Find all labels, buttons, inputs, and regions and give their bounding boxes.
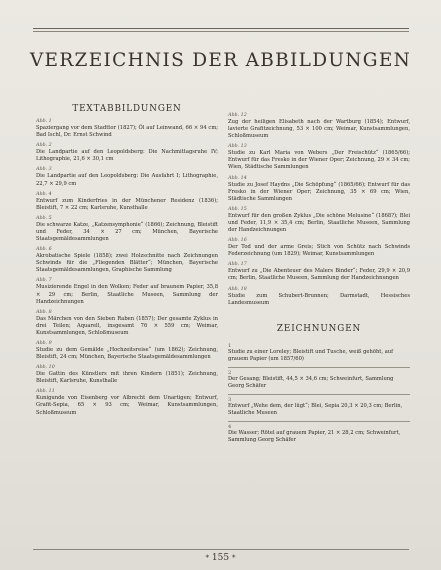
figure-entry [36, 119, 218, 139]
page-number-value: 155 [211, 553, 230, 563]
figure-caption: Entwurf für den großen Zyklus „Die schöne Melusine“ (1868?); Blei und Feder, 11,9 × 35,4 cm; Berlin, Staatliche Museen, Sammlung der Handzeichnungen [228, 212, 410, 234]
drawing-caption: Die Wasser; Rötel auf grauem Papier, 21 × 28,2 cm; Schweinfurt, Sammlung Georg Schäfer [228, 430, 401, 444]
figure-label: Abb. 4 [36, 191, 52, 197]
figure-label: Abb. 13 [228, 144, 247, 150]
figure-entry [228, 287, 410, 307]
figure-entry [36, 167, 218, 187]
drawing-entry [228, 421, 410, 444]
figure-caption: Die Landpartie auf den Leopoldsberg: Die Ausfahrt I; Lithographie, 22,7 × 29,9 cm [36, 173, 218, 187]
figure-label: Abb. 8 [36, 309, 52, 315]
figure-label: Abb. 10 [36, 365, 55, 371]
text-illustration-list-left [36, 119, 218, 417]
figure-entry [36, 278, 218, 305]
figure-entry [36, 365, 218, 385]
footer-ornament-left: * [205, 554, 210, 562]
figure-entry [36, 247, 218, 274]
figure-caption: Entwurf zu „Die Abenteuer des Malers Binder“; Feder, 29,9 × 20,9 cm; Berlin, Staatliche Museen, Sammlung der Handzeichnungen [228, 268, 410, 282]
figure-caption: Die Gattin des Künstlers mit ihren Kindern (1851); Zeichnung, Bleistift, Karlsruhe, Kunsthalle [36, 371, 218, 385]
figure-label: Abb. 9 [36, 340, 52, 346]
drawing-caption: Entwurf „Wehe dem, der lügt“; Blei, Sepia 20,3 × 20,3 cm; Berlin, Staatliche Museen [228, 403, 403, 417]
bottom-rule [33, 549, 409, 550]
drawing-number: 2 [228, 369, 232, 376]
figure-entry [228, 207, 410, 234]
figure-entry [36, 310, 218, 337]
figure-caption: Kunigunde von Eisenberg vor Albrecht dem Unartigen; Entwurf, Grafit-Sepia, 65 × 93 cm; Weimar, Kunstsammlungen, Schloßmuseum [36, 395, 218, 416]
drawing-number: 1 [228, 342, 232, 349]
drawing-number: 3 [228, 397, 232, 404]
page-title: VERZEICHNIS DER ABBILDUNGEN [29, 50, 412, 71]
right-column [228, 113, 410, 449]
figure-caption: Spaziergang vor dem Stadttor (1827); Öl auf Leinwand, 66 × 94 cm; Bad Ischl, Dr. Ernst Schwind [36, 125, 218, 139]
figure-entry [36, 216, 218, 243]
figure-caption: Die schwarze Katze, „Katzensymphonie“ (1866); Zeichnung, Bleistift und Feder, 34 × 27 cm; München, Bayerische Staatsgemäldesammlungen [36, 221, 218, 243]
page-number [0, 553, 441, 563]
figure-entry [36, 389, 218, 416]
text-illustration-list-right [228, 113, 410, 307]
footer-ornament-right: * [231, 554, 236, 562]
figure-entry [36, 143, 218, 163]
figure-caption: Die Landpartie auf den Leopoldsberg: Die Nachmittagsruhe IV; Lithographie, 21,6 × 30,1 cm [36, 149, 218, 163]
figure-caption: Studie zum Schubert-Brunnen; Darmstadt, Hessisches Landesmuseum [228, 292, 410, 306]
figure-label: Abb. 3 [36, 167, 52, 173]
section-heading-drawings: ZEICHNUNGEN [276, 323, 362, 334]
top-rule [33, 28, 409, 29]
figure-caption: Entwurf zum Kinderfries in der Münchener Residenz (1836); Bleistift, 7 × 22 cm; Karlsruhe, Kunsthalle [36, 197, 218, 211]
figure-label: Abb. 16 [228, 238, 247, 244]
drawing-entry [228, 341, 410, 363]
drawing-entry [228, 367, 410, 390]
figure-label: Abb. 1 [36, 119, 52, 125]
figure-label: Abb. 11 [36, 389, 55, 395]
figure-entry [36, 341, 218, 361]
figure-entry [228, 144, 410, 171]
drawings-list [228, 341, 410, 445]
figure-caption: Zug der heiligen Elisabeth nach der Wartburg (1854); Entwurf, lavierte Grafitzeichnung, 53 × 100 cm; Weimar, Kunstsammlungen, Schloßmuseum [228, 119, 410, 140]
figure-label: Abb. 17 [228, 262, 247, 268]
figure-label: Abb. 15 [228, 206, 247, 212]
figure-caption: Studie zu Karl Maria von Webers „Der Freischütz“ (1865/66); Entwurf für das Fresko in der Wiener Oper; Zeichnung, 29 × 34 cm; Wien, Städtische Sammlungen [228, 150, 410, 171]
section-heading-text-illustrations: TEXTABBILDUNGEN [72, 104, 182, 114]
top-rule-thin [33, 31, 409, 32]
figure-label: Abb. 12 [228, 113, 247, 118]
figure-label: Abb. 18 [228, 286, 247, 292]
figure-label: Abb. 7 [36, 278, 52, 284]
figure-label: Abb. 14 [228, 175, 247, 181]
figure-caption: Akrobatische Spiele (1858); zwei Holzschnitte nach Zeichnungen Schwinds für die „Fliegenden Blätter“; München, Bayerische Staatsgemäldesammlungen, Graphische Sammlung [36, 253, 218, 274]
figure-entry [36, 192, 218, 212]
drawing-caption: Der Gesang; Bleistift, 44,5 × 34,6 cm; Schweinfurt, Sammlung Georg Schäfer [228, 375, 394, 390]
figure-entry [228, 238, 410, 258]
left-column [36, 106, 218, 421]
drawing-entry [228, 394, 410, 417]
figure-label: Abb. 6 [36, 247, 52, 253]
figure-entry [228, 113, 410, 140]
figure-caption: Studie zu Josef Haydns „Die Schöpfung“ (1865/66); Entwurf für das Fresko in der Wiener Oper; Zeichnung, 35 × 69 cm; Wien, Städtische Sammlungen [228, 181, 410, 202]
figure-caption: Musizierende Engel in den Wolken; Feder auf braunem Papier, 35,8 × 29 cm; Berlin, Staatliche Museen, Sammlung der Handzeichnungen [36, 284, 218, 305]
figure-label: Abb. 5 [36, 215, 52, 221]
figure-label: Abb. 2 [36, 143, 52, 149]
drawing-caption: Studie zu einer Loreley; Bleistift und Tusche, weiß gehöht, auf grauem Papier (um 1857/60) [228, 348, 394, 362]
drawing-number: 4 [228, 424, 232, 431]
figure-entry [228, 176, 410, 203]
figure-entry [228, 262, 410, 282]
figure-caption: Der Tod und der arme Greis; Stich von Schütz nach Schwinds Federzeichnung (um 1829); Weimar, Kunstsammlungen [228, 244, 410, 258]
figure-caption: Das Märchen von den Sieben Raben (1857); Der gesamte Zyklus in drei Teilen; Aquarell, insgesamt 76 × 559 cm; Weimar, Kunstsammlungen, Schloßmuseum [36, 315, 218, 336]
figure-caption: Studie zu dem Gemälde „Hochzeitsreise“ (um 1862); Zeichnung, Bleistift, 24 cm; München, Bayerische Staatsgemäldesammlungen [36, 346, 218, 361]
